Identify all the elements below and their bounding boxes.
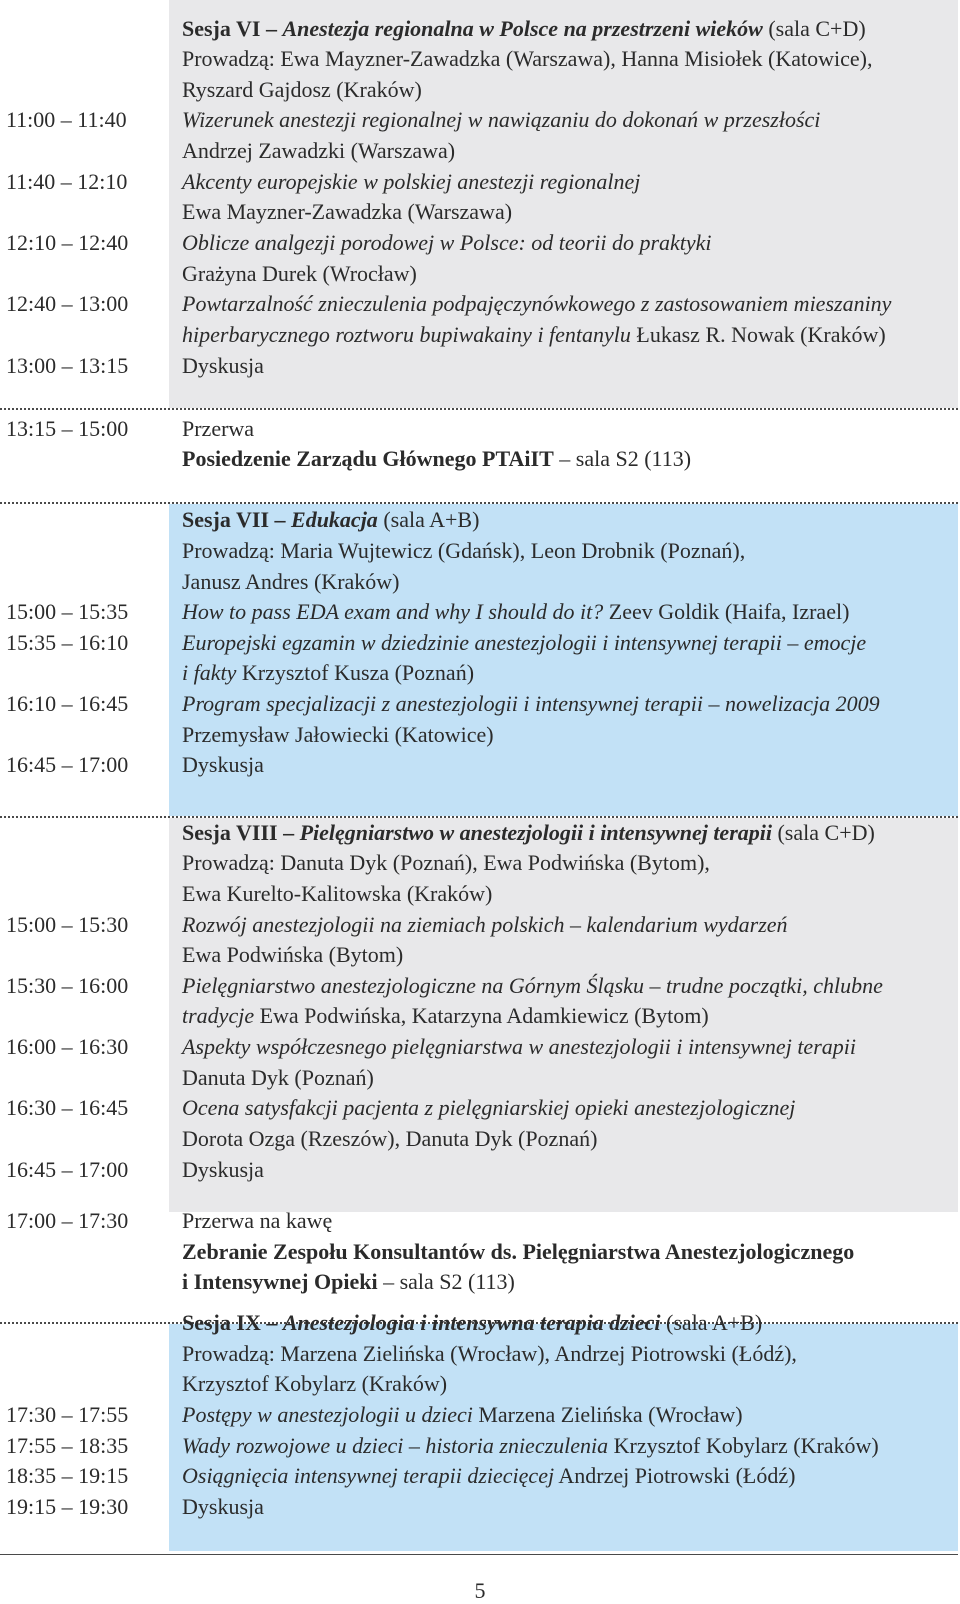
text-segment: Prowadzą: Ewa Mayzner-Zawadzka (Warszawa), Hanna Misiołek (Katowice), [182, 46, 873, 71]
row-content [182, 350, 264, 381]
row-content [182, 1266, 515, 1297]
text-segment: Powtarzalność znieczulenia podpajęczynówkowego z zastosowaniem mieszaniny [182, 291, 892, 316]
text-segment: Dyskusja [182, 1157, 264, 1182]
row-content [182, 504, 479, 535]
time-slot: 11:40 – 12:10 [6, 169, 128, 194]
schedule-row [0, 939, 960, 970]
row-content [182, 413, 254, 444]
text-segment: Ewa Podwińska, Katarzyna Adamkiewicz (Bytom) [254, 1003, 709, 1028]
schedule-row [0, 443, 960, 474]
row-content [182, 1430, 879, 1461]
time-slot: 17:55 – 18:35 [6, 1433, 129, 1458]
text-segment: Osiągnięcia intensywnej terapii dziecięcej [182, 1463, 555, 1488]
time-slot: 16:45 – 17:00 [6, 752, 129, 777]
dotted-separator [0, 408, 958, 410]
text-segment: Zebranie Zespołu Konsultantów ds. Pielęgniarstwa Anestezjologicznego [182, 1239, 855, 1264]
text-segment: – sala S2 (113) [377, 1269, 515, 1294]
schedule-row [0, 1399, 960, 1430]
row-content [182, 749, 264, 780]
row-content [182, 1000, 709, 1031]
schedule-row [0, 258, 960, 289]
text-segment: Sesja VI – [182, 16, 283, 41]
schedule-row [0, 1368, 960, 1399]
row-content [182, 196, 512, 227]
schedule-row [0, 1338, 960, 1369]
row-content [182, 1236, 854, 1267]
time-slot: 16:10 – 16:45 [6, 691, 129, 716]
schedule-row [0, 196, 960, 227]
text-segment: – sala S2 (113) [553, 446, 692, 471]
text-segment: Ryszard Gajdosz (Kraków) [182, 77, 422, 102]
text-segment: Sesja IX – [182, 1310, 283, 1335]
text-segment: Danuta Dyk (Poznań) [182, 1065, 374, 1090]
row-content [182, 566, 400, 597]
row-content [182, 817, 875, 848]
time-slot: 16:00 – 16:30 [6, 1034, 129, 1059]
time-slot: 15:00 – 15:30 [6, 912, 129, 937]
row-content [182, 135, 455, 166]
row-content [182, 104, 820, 135]
schedule-row [0, 1205, 960, 1236]
schedule-row [0, 719, 960, 750]
row-content [182, 596, 849, 627]
row-content [182, 1368, 447, 1399]
schedule-row [0, 878, 960, 909]
time-slot: 15:35 – 16:10 [6, 630, 129, 655]
schedule-row [0, 1062, 960, 1093]
schedule-row [0, 909, 960, 940]
text-segment: Sesja VIII – [182, 820, 300, 845]
schedule-row [0, 657, 960, 688]
row-content [182, 1307, 762, 1338]
row-content [182, 657, 474, 688]
text-segment: (sala C+D) [771, 820, 875, 845]
schedule-row [0, 627, 960, 658]
schedule-row [0, 227, 960, 258]
row-content [182, 1062, 374, 1093]
time-slot: 15:00 – 15:35 [6, 599, 129, 624]
row-content [182, 1031, 856, 1062]
schedule-row [0, 1307, 960, 1338]
schedule-row [0, 13, 960, 44]
row-content [182, 1092, 795, 1123]
text-segment: Aspekty współczesnego pielęgniarstwa w anestezjologii i intensywnej terapii [182, 1034, 856, 1059]
text-segment: Grażyna Durek (Wrocław) [182, 261, 417, 286]
row-content [182, 443, 691, 474]
schedule-row [0, 1031, 960, 1062]
schedule-row [0, 566, 960, 597]
time-slot: 13:15 – 15:00 [6, 416, 129, 441]
text-segment: Łukasz R. Nowak (Kraków) [630, 322, 886, 347]
text-segment: i fakty [182, 660, 237, 685]
row-content [182, 166, 640, 197]
text-segment: Janusz Andres (Kraków) [182, 569, 400, 594]
schedule-row [0, 749, 960, 780]
text-segment: How to pass EDA exam and why I should do it? [182, 599, 604, 624]
schedule-row [0, 847, 960, 878]
row-content [182, 939, 403, 970]
row-content [182, 1338, 797, 1369]
time-slot: 16:30 – 16:45 [6, 1095, 129, 1120]
text-segment: Postępy w anestezjologii u dzieci [182, 1402, 473, 1427]
schedule-row [0, 1000, 960, 1031]
row-content [182, 688, 880, 719]
text-segment: Pielęgniarstwo w anestezjologii i intensywnej terapii [299, 820, 772, 845]
text-segment: Oblicze analgezji porodowej w Polsce: od teorii do praktyki [182, 230, 712, 255]
text-segment: Andrzej Piotrowski (Łódź) [554, 1463, 796, 1488]
text-segment: Prowadzą: Marzena Zielińska (Wrocław), Andrzej Piotrowski (Łódź), [182, 1341, 797, 1366]
schedule-row [0, 74, 960, 105]
row-content [182, 227, 712, 258]
schedule-row [0, 135, 960, 166]
time-slot: 12:10 – 12:40 [6, 230, 129, 255]
row-content [182, 627, 866, 658]
schedule-row [0, 288, 960, 319]
row-content [182, 74, 422, 105]
schedule-row [0, 596, 960, 627]
time-slot: 15:30 – 16:00 [6, 973, 129, 998]
row-content [182, 535, 745, 566]
text-segment: Dorota Ozga (Rzeszów), Danuta Dyk (Poznań) [182, 1126, 598, 1151]
schedule-row [0, 319, 960, 350]
text-segment: (sala C+D) [762, 16, 866, 41]
text-segment: Prowadzą: Danuta Dyk (Poznań), Ewa Podwińska (Bytom), [182, 850, 710, 875]
schedule-row [0, 535, 960, 566]
time-slot: 17:30 – 17:55 [6, 1402, 129, 1427]
time-slot: 12:40 – 13:00 [6, 291, 129, 316]
text-segment: hiperbarycznego roztworu bupiwakainy i fentanylu [182, 322, 631, 347]
time-slot: 18:35 – 19:15 [6, 1463, 129, 1488]
time-slot: 16:45 – 17:00 [6, 1157, 129, 1182]
schedule-row [0, 1491, 960, 1522]
text-segment: Pielęgniarstwo anestezjologiczne na Górnym Śląsku – trudne początki, chlubne [182, 973, 883, 998]
text-segment: Zeev Goldik (Haifa, Izrael) [603, 599, 850, 624]
text-segment: (sala A+B) [377, 507, 480, 532]
text-segment: Krzysztof Kusza (Poznań) [236, 660, 475, 685]
schedule-row [0, 1154, 960, 1185]
text-segment: Sesja VII – [182, 507, 292, 532]
schedule-row [0, 504, 960, 535]
schedule-row [0, 104, 960, 135]
text-segment: Anestezjologia i intensywna terapia dzieci [282, 1310, 661, 1335]
time-slot: 17:00 – 17:30 [6, 1208, 129, 1233]
text-segment: Posiedzenie Zarządu Głównego PTAiIT [182, 446, 554, 471]
text-segment: Edukacja [291, 507, 378, 532]
row-content [182, 970, 883, 1001]
text-segment: Przerwa [182, 416, 255, 441]
text-segment: Anestezja regionalna w Polsce na przestrzeni wieków [282, 16, 763, 41]
row-content [182, 847, 710, 878]
text-segment: tradycje [182, 1003, 255, 1028]
text-segment: Dyskusja [182, 1494, 264, 1519]
row-content [182, 13, 866, 44]
text-segment: Ocena satysfakcji pacjenta z pielęgniarskiej opieki anestezjologicznej [182, 1095, 796, 1120]
row-content [182, 1491, 264, 1522]
text-segment: Przerwa na kawę [182, 1208, 333, 1233]
row-content [182, 1205, 332, 1236]
text-segment: Akcenty europejskie w polskiej anestezji regionalnej [182, 169, 641, 194]
text-segment: Europejski egzamin w dziedzinie anestezjologii i intensywnej terapii – emocje [182, 630, 867, 655]
text-segment: Dyskusja [182, 752, 264, 777]
text-segment: Dyskusja [182, 353, 264, 378]
text-segment: Wizerunek anestezji regionalnej w nawiązaniu do dokonań w przeszłości [182, 107, 821, 132]
text-segment: Prowadzą: Maria Wujtewicz (Gdańsk), Leon Drobnik (Poznań), [182, 538, 746, 563]
schedule-row [0, 350, 960, 381]
text-segment: Marzena Zielińska (Wrocław) [472, 1402, 743, 1427]
schedule-row [0, 1460, 960, 1491]
text-segment: (sala A+B) [660, 1310, 763, 1335]
text-segment: Krzysztof Kobylarz (Kraków) [182, 1371, 448, 1396]
schedule-row [0, 1266, 960, 1297]
time-slot: 11:00 – 11:40 [6, 107, 127, 132]
schedule-row [0, 1430, 960, 1461]
text-segment: Andrzej Zawadzki (Warszawa) [182, 138, 456, 163]
schedule-row [0, 43, 960, 74]
text-segment: Przemysław Jałowiecki (Katowice) [182, 722, 494, 747]
row-content [182, 319, 886, 350]
schedule-row [0, 1123, 960, 1154]
schedule-row [0, 1092, 960, 1123]
text-segment: Rozwój anestezjologii na ziemiach polskich – kalendarium wydarzeń [182, 912, 788, 937]
schedule-row [0, 1236, 960, 1267]
text-segment: Ewa Kurelto-Kalitowska (Kraków) [182, 881, 493, 906]
text-segment: Krzysztof Kobylarz (Kraków) [608, 1433, 879, 1458]
row-content [182, 288, 891, 319]
schedule-row [0, 817, 960, 848]
row-content [182, 909, 788, 940]
row-content [182, 878, 492, 909]
row-content [182, 1123, 597, 1154]
schedule-row [0, 970, 960, 1001]
schedule-row [0, 688, 960, 719]
row-content [182, 43, 872, 74]
schedule-row [0, 166, 960, 197]
schedule-row [0, 413, 960, 444]
text-segment: i Intensywnej Opieki [182, 1269, 378, 1294]
time-slot: 13:00 – 13:15 [6, 353, 129, 378]
text-segment: Program specjalizacji z anestezjologii i intensywnej terapii – nowelizacja 2009 [182, 691, 880, 716]
text-segment: Ewa Mayzner-Zawadzka (Warszawa) [182, 199, 513, 224]
row-content [182, 1460, 795, 1491]
time-slot: 19:15 – 19:30 [6, 1494, 129, 1519]
text-segment: Wady rozwojowe u dzieci – historia znieczulenia [182, 1433, 609, 1458]
row-content [182, 1154, 264, 1185]
row-content [182, 1399, 743, 1430]
row-content [182, 258, 417, 289]
page-number: 5 [474, 1578, 486, 1603]
row-content [182, 719, 494, 750]
text-segment: Ewa Podwińska (Bytom) [182, 942, 404, 967]
bottom-rule [0, 1554, 958, 1555]
